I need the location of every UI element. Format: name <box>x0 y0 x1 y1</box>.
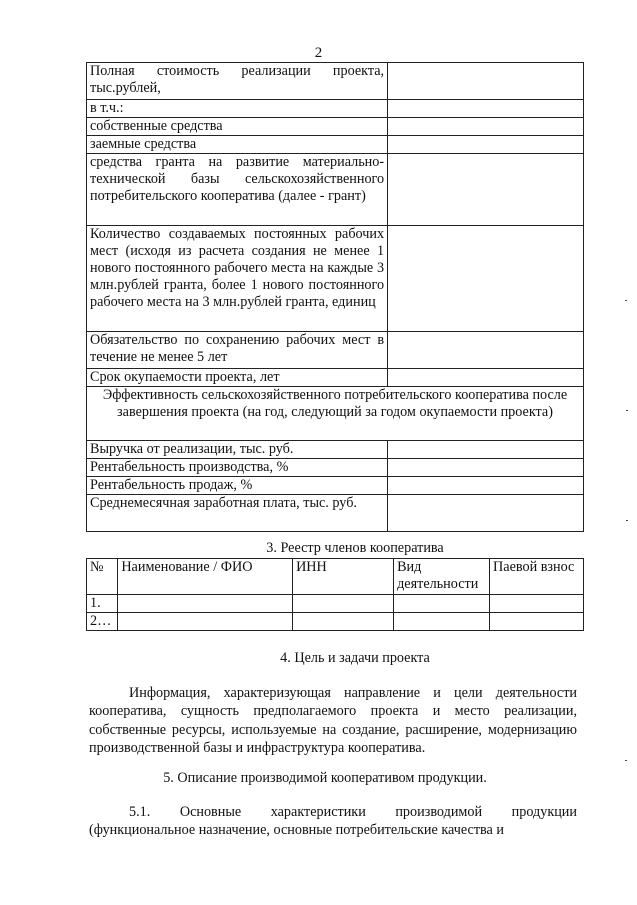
row-value <box>388 118 584 136</box>
row-value <box>388 154 584 226</box>
table-row <box>87 100 584 118</box>
table-row <box>87 136 584 154</box>
row-value <box>388 63 584 100</box>
table-row <box>87 369 584 387</box>
row-value <box>388 459 584 477</box>
table-row <box>87 477 584 495</box>
table-cell <box>118 595 293 613</box>
table-row <box>87 495 584 532</box>
column-header-activity: Вид деятельности <box>394 559 490 595</box>
table-cell: 2… <box>87 613 118 631</box>
section-3-title: 3. Реестр членов кооператива <box>266 540 444 556</box>
row-label: Обязательство по сохранению рабочих мест в течение не менее 5 лет <box>87 332 388 369</box>
section-5-1-text: 5.1. Основные характеристики производимой продукции (функциональное назначение, основные потребительские качества и <box>89 804 581 839</box>
table-row <box>87 459 584 477</box>
row-label: Рентабельность продаж, % <box>87 477 388 495</box>
row-label: Среднемесячная заработная плата, тыс. руб. <box>87 495 388 532</box>
table-cell <box>293 595 394 613</box>
row-value <box>388 477 584 495</box>
row-label: Выручка от реализации, тыс. руб. <box>87 441 388 459</box>
table-cell <box>293 613 394 631</box>
scan-mark <box>625 760 627 761</box>
efficiency-header: Эффективность сельскохозяйственного потребительского кооператива после завершения проекта (на год, следующий за годом окупаемости проекта) <box>87 387 584 441</box>
row-value <box>388 369 584 387</box>
table-row <box>87 226 584 332</box>
table-row <box>87 441 584 459</box>
row-value <box>388 100 584 118</box>
table-row <box>87 387 584 441</box>
page-number: 2 <box>314 45 323 61</box>
section-4-title: 4. Цель и задачи проекта <box>280 650 430 666</box>
table-cell: 1. <box>87 595 118 613</box>
row-label: Количество создаваемых постоянных рабочих мест (исходя из расчета создания не менее 1 нового постоянного рабочего места на каждые 3 млн.рублей гранта, более 1 нового постоянного рабочего места на 3 млн.рублей гранта, единиц <box>87 226 388 332</box>
table-row <box>87 613 584 631</box>
row-label: Срок окупаемости проекта, лет <box>87 369 388 387</box>
row-value <box>388 495 584 532</box>
table-row <box>87 595 584 613</box>
row-value <box>388 441 584 459</box>
table-cell <box>394 595 490 613</box>
row-label: в т.ч.: <box>87 100 388 118</box>
section-5-title: 5. Описание производимой кооперативом продукции. <box>163 770 487 786</box>
row-label: Рентабельность производства, % <box>87 459 388 477</box>
section-4-text: Информация, характеризующая направление и цели деятельности кооператива, сущность предполагаемого проекта и место реализации, собственные ресурсы, используемые на создание, расширение, модернизацию производственной базы и инфраструктура кооператива. <box>89 685 577 757</box>
table-row <box>87 154 584 226</box>
column-header-number: № <box>87 559 118 595</box>
row-label: собственные средства <box>87 118 388 136</box>
table-cell <box>394 613 490 631</box>
table-cell <box>490 613 584 631</box>
scan-mark <box>626 410 628 411</box>
members-table <box>86 558 584 631</box>
row-label: заемные средства <box>87 136 388 154</box>
row-value <box>388 136 584 154</box>
table-cell <box>490 595 584 613</box>
table-cell <box>118 613 293 631</box>
row-label: средства гранта на развитие материально-технической базы сельскохозяйственного потребительского кооператива (далее - грант) <box>87 154 388 226</box>
scan-mark <box>626 520 628 521</box>
project-table <box>86 62 584 532</box>
table-row <box>87 63 584 100</box>
column-header-share: Паевой взнос <box>490 559 584 595</box>
column-header-inn: ИНН <box>293 559 394 595</box>
row-value <box>388 332 584 369</box>
table-row <box>87 332 584 369</box>
row-label: Полная стоимость реализации проекта, тыс.рублей, <box>87 63 388 100</box>
table-row <box>87 118 584 136</box>
scan-mark <box>625 300 627 301</box>
row-value <box>388 226 584 332</box>
table-header-row <box>87 559 584 595</box>
column-header-name: Наименование / ФИО <box>118 559 293 595</box>
